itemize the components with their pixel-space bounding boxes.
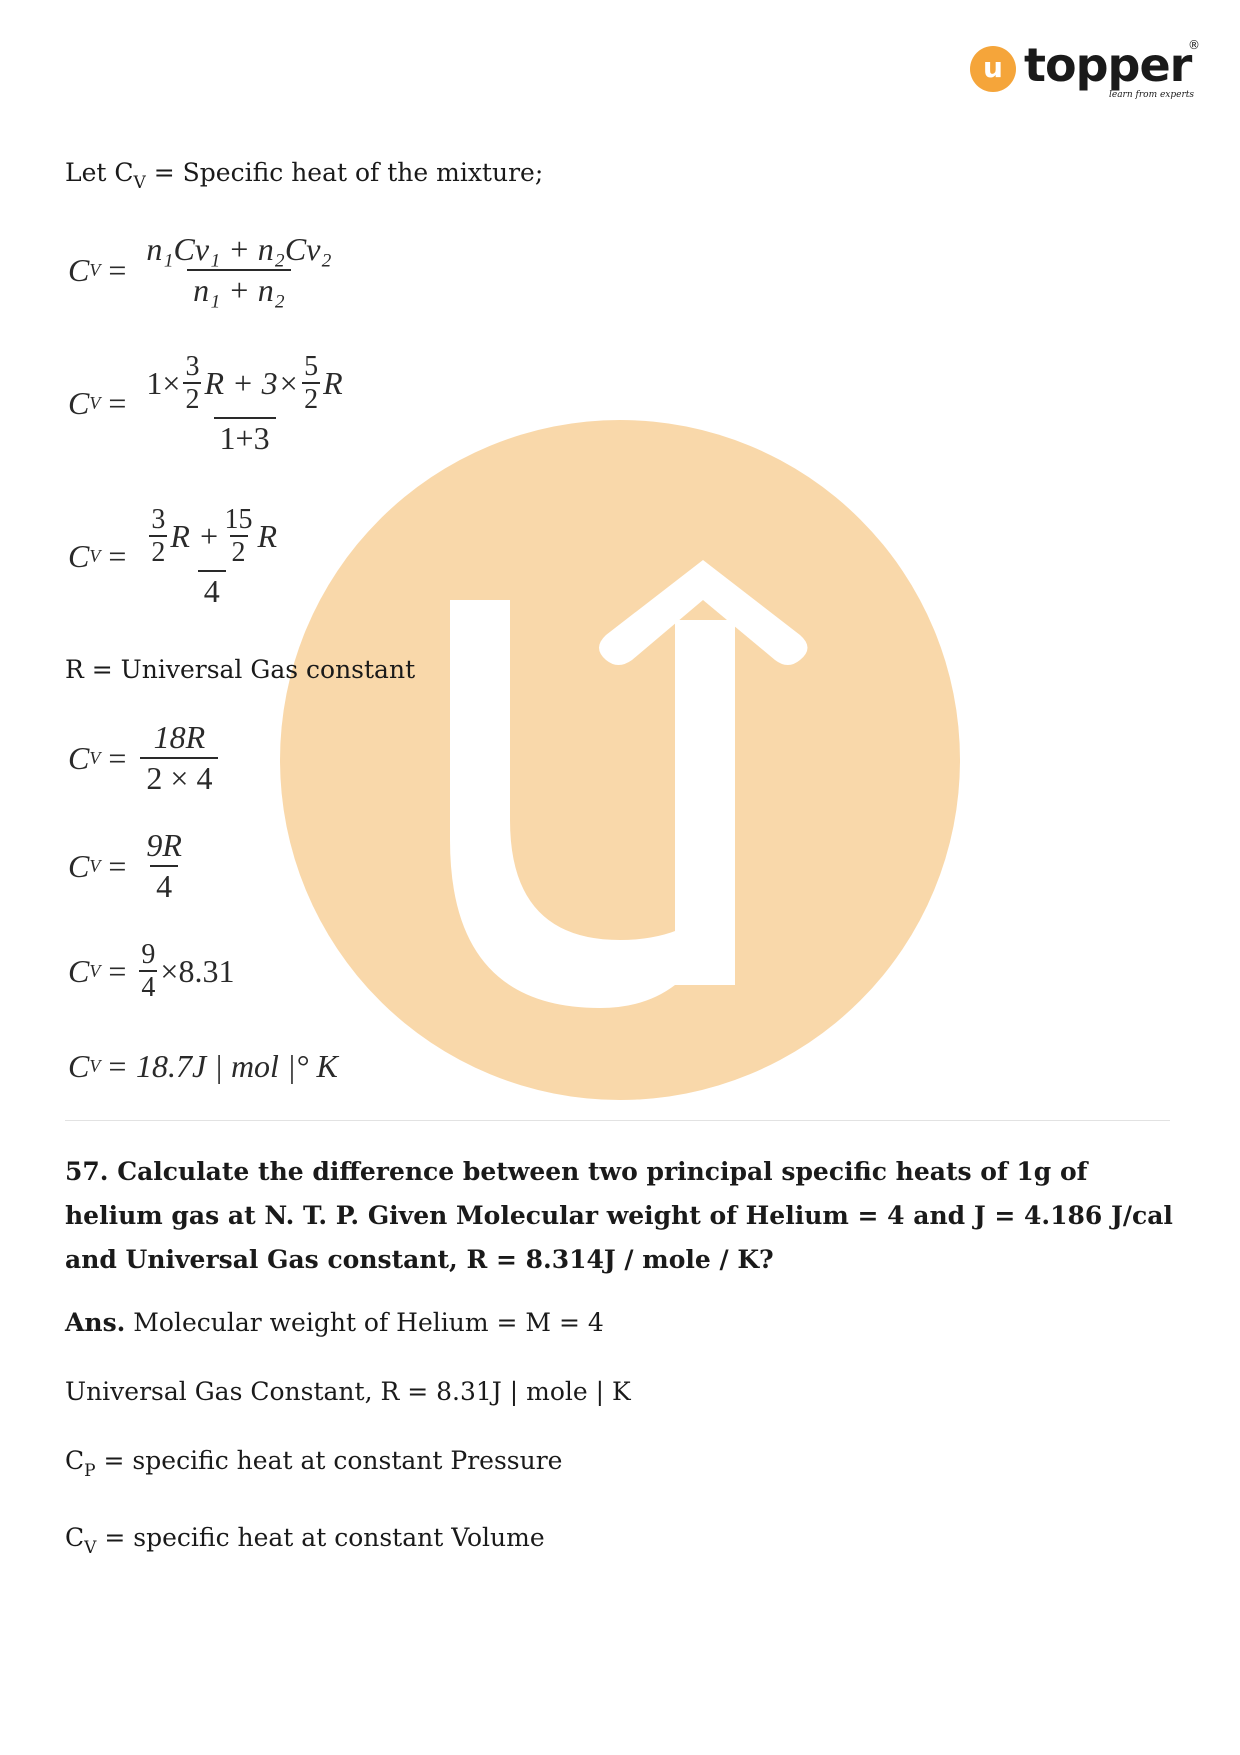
cv-prefix: C [65,1523,85,1552]
eq2-end: R [323,364,343,401]
eq5-lhs: C [68,847,90,884]
eq6-rest: ×8.31 [160,952,235,989]
eq3-end: R [257,517,278,554]
eq1-fraction [140,232,337,308]
registered-mark: ® [1188,38,1200,52]
eq3-lhs: C [68,538,90,575]
cp-prefix: C [65,1446,85,1475]
eq3-mid: R + [170,517,220,554]
eq1-lhs-sub: V [89,259,101,280]
cp-definition [65,1446,562,1481]
question-57: 57. Calculate the difference between two principal specific heats of 1g of helium gas at N. T. P. Given Molecular weight of Helium = 4 and J = 4.186 J/cal and Universal Gas constant, R = 8.314J / mole / K? [65,1157,1173,1274]
eq6-fraction [139,940,157,1003]
eq3-frac2: $\frac{15}{2}$ [224,504,253,569]
eq2-denominator: 1+3 [214,417,276,456]
cv-suffix: = specific heat at constant Volume [96,1523,545,1552]
eq5-lhs-sub: V [89,855,101,876]
equation-2: C V = 1× $\frac{3}{2}$ R + 3× $\frac{5}{2}$ R 1+3 [68,352,353,456]
equation-7 [68,1048,338,1085]
eq2-frac1: $\frac{3}{2}$ [185,351,200,416]
equation-5: C V = $\frac{9R}{4}$ [68,828,192,904]
eq4-fraction [140,720,218,796]
watermark-arrow-shaft [675,620,735,980]
eq2-fraction [140,352,348,456]
brand-logo [970,38,1200,108]
watermark-logo-icon [280,420,960,1100]
eq7-lhs: C [68,1048,90,1084]
eq2-frac2: $\frac{5}{2}$ [304,351,319,416]
cv-definition [65,1523,545,1558]
eq3-denominator: 4 [198,570,226,609]
answer-line-1 [65,1308,604,1337]
eq7-lhs-sub: V [89,1056,101,1076]
eq2-lhs-sub: V [89,393,101,414]
eq2-a: 1× [146,364,181,401]
eq6-lhs: C [68,952,90,989]
intro-sub: V [133,173,146,193]
cv-sub: V [84,1538,97,1558]
eq3-fraction [140,505,283,609]
eq3-lhs-sub: V [89,546,101,567]
eq5-numerator: 9R [146,827,182,863]
eq5-denominator: 4 [150,865,178,904]
eq5-fraction [140,828,188,904]
intro-suffix: = Specific heat of the mixture; [145,158,544,187]
eq3-frac1: $\frac{3}{2}$ [151,504,166,569]
logo-u-letter: u [983,51,1003,84]
eq4-denominator: 2 × 4 [140,757,218,796]
eq1-lhs: C [68,251,90,288]
equation-1: C V = $\frac{\text{n₁Cv₁ + n₂Cv₂}}{\text{n₁ + n₂}}$ [68,232,342,308]
equation-4: C V = $\frac{18R}{2 \times 4}$ [68,720,222,796]
answer-line1-text: Molecular weight of Helium = M = 4 [125,1308,604,1337]
answer-label: Ans. [65,1308,126,1337]
eq6-lhs-sub: V [89,960,101,981]
eq2-mid: R + 3× [204,364,300,401]
eq6-denominator: 4 [141,972,156,1004]
eq2-lhs: C [68,385,90,422]
answer-line-2: Universal Gas Constant, R = 8.31J | mole | K [65,1377,631,1406]
eq1-numerator: n₁Cv₁ + n₂Cv₂ [146,231,332,267]
eq4-numerator: 18R [153,719,206,755]
intro-line [65,158,543,193]
logo-wordmark: topper [1024,38,1192,92]
eq7-rhs: = 18.7J | mol |° K [106,1048,338,1084]
cp-sub: P [84,1461,96,1481]
equation-3: C V = $\frac{3}{2}$ R + $\frac{15}{2}$ R 4 [68,505,287,609]
intro-prefix: Let C [65,158,134,187]
eq6-numerator: 9 [141,939,156,970]
section-divider [65,1120,1170,1121]
cp-suffix: = specific heat at constant Pressure [95,1446,563,1475]
eq4-lhs: C [68,739,90,776]
gas-constant-line: R = Universal Gas constant [65,655,416,684]
eq4-lhs-sub: V [89,747,101,768]
logo-tagline: learn from experts [1108,90,1194,100]
eq1-denominator: n₁ + n₂ [187,269,291,308]
equation-6: C V = $\frac{9}{4}$ ×8.31 [68,939,235,1004]
